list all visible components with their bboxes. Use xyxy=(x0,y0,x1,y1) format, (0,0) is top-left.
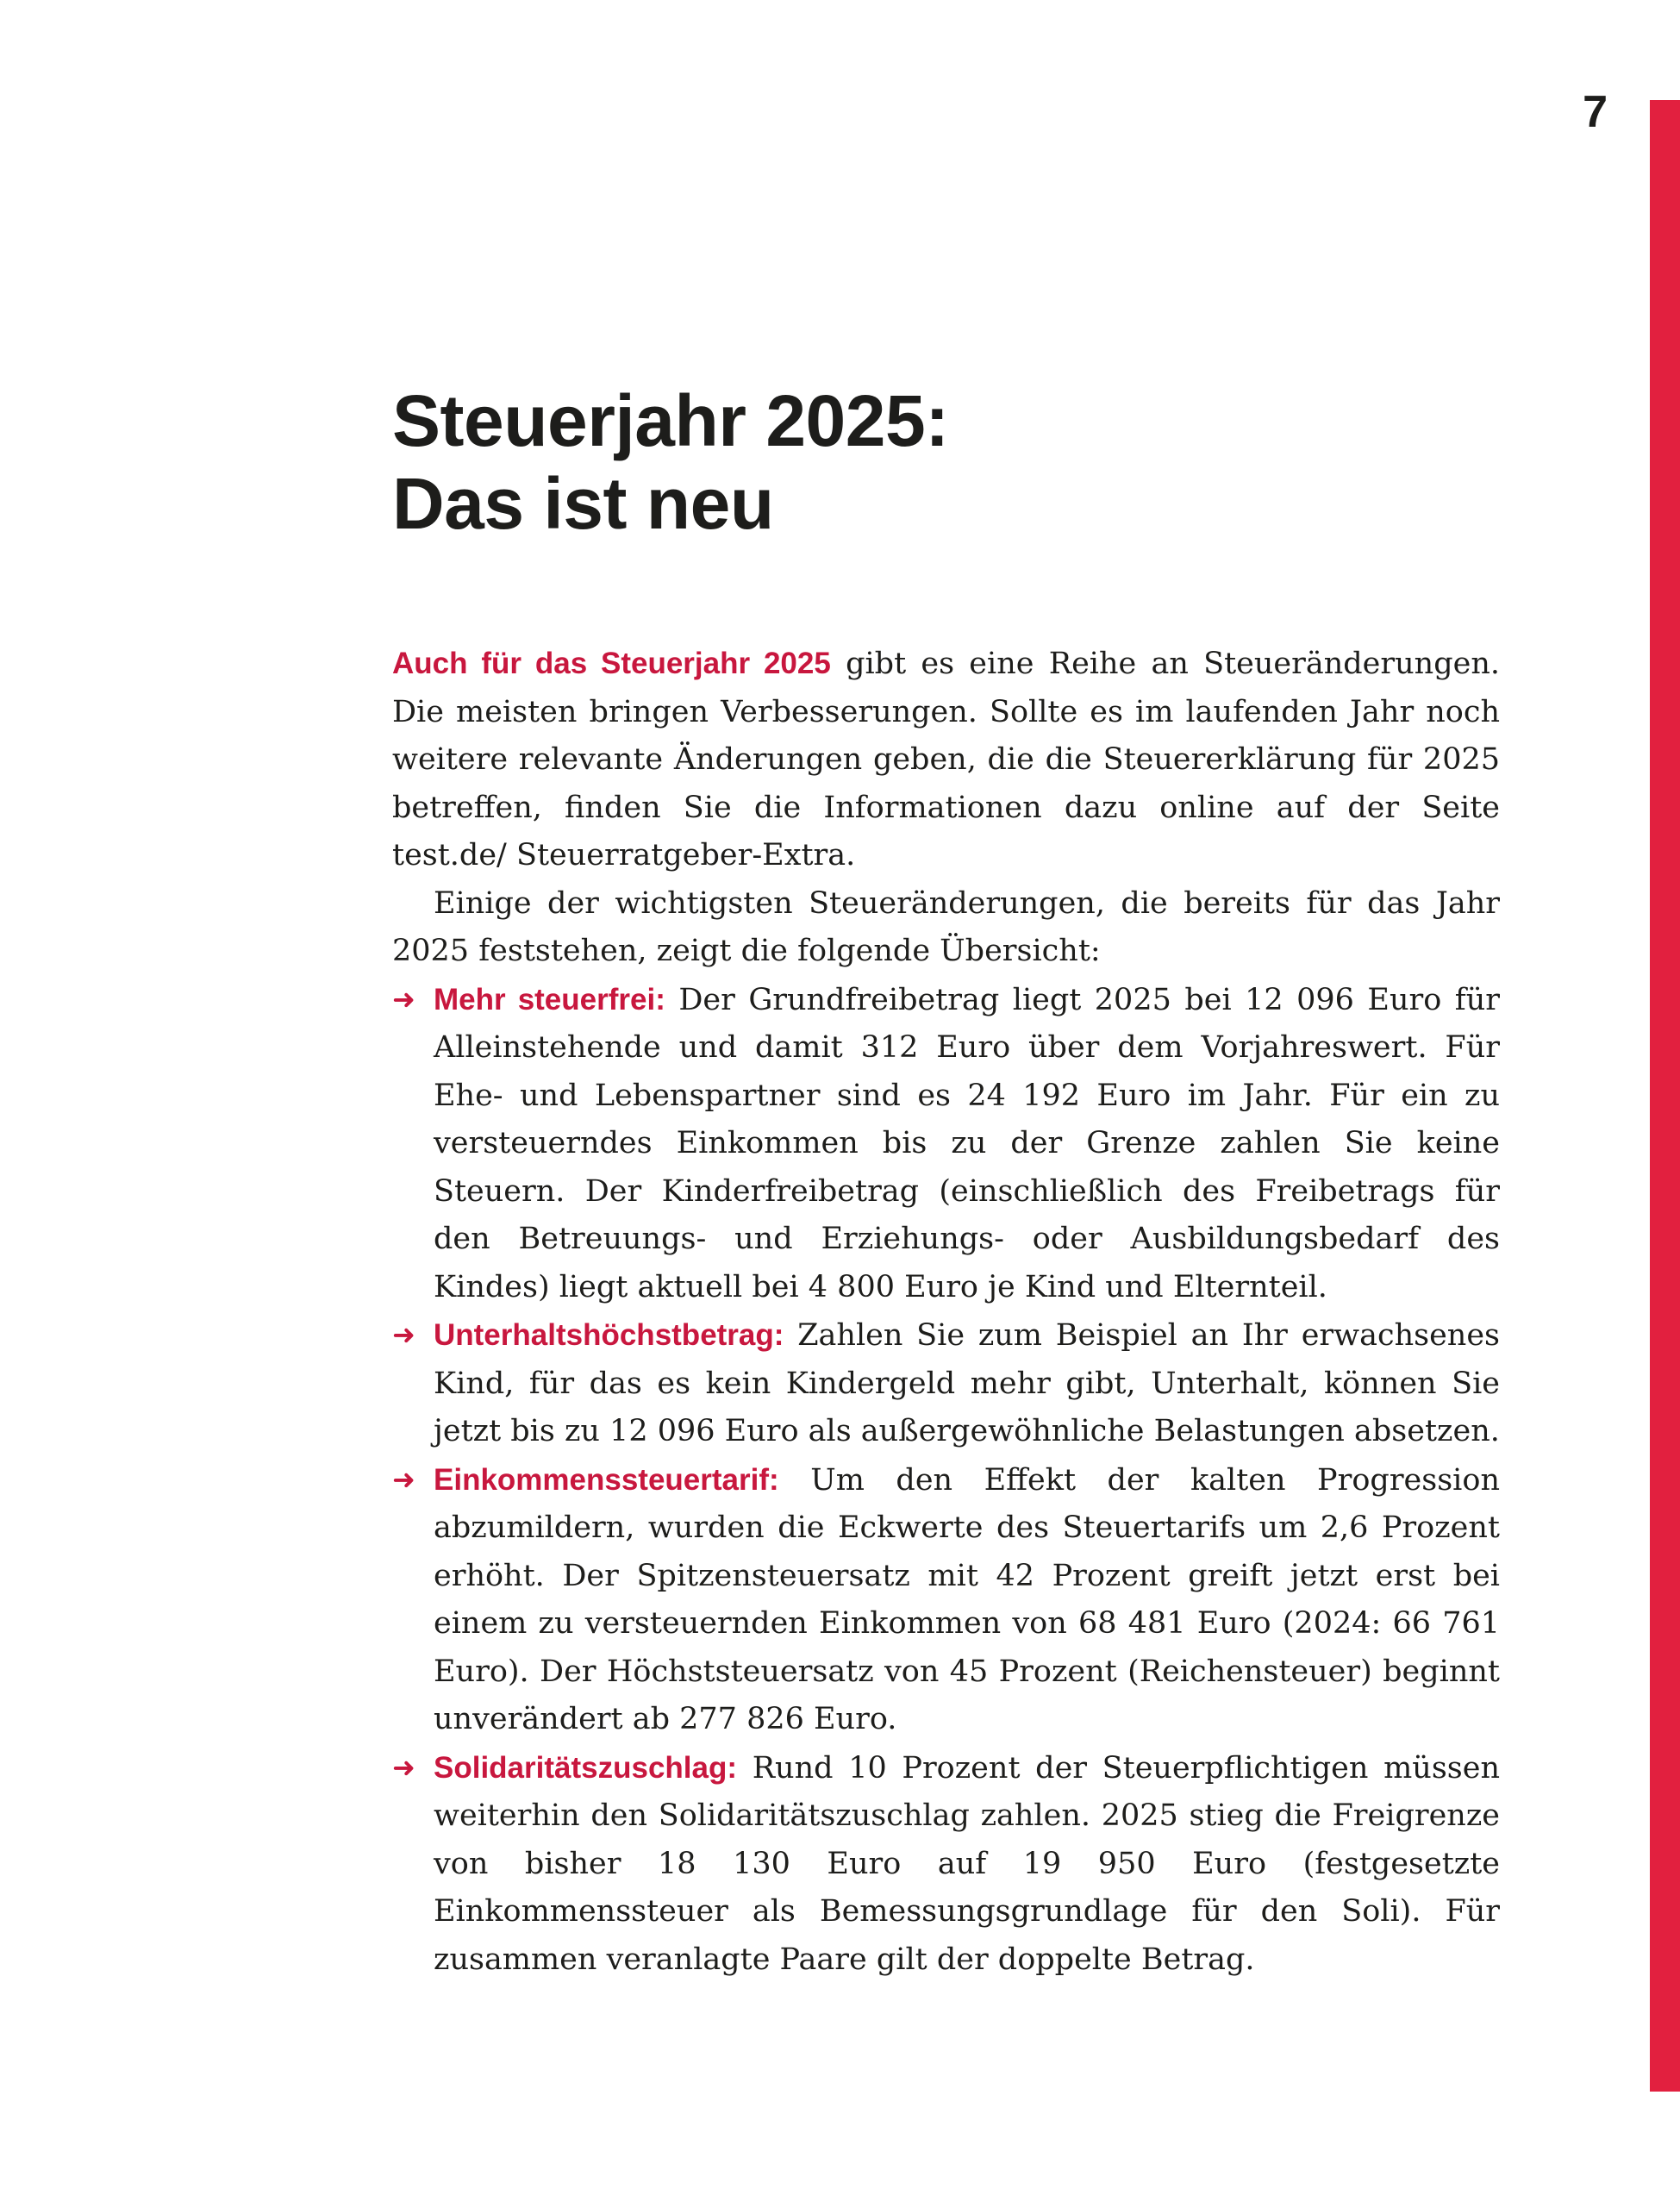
item-text: Der Grundfreibetrag liegt 2025 bei 12 096 Euro für Alleinstehende und damit 312 Euro über dem Vorjahreswert. Für Ehe- und Lebenspartner sind es 24 192 Euro im Jahr. Für ein zu versteuerndes Einkommen bis zu der Grenze zahlen Sie keine Steuern. Der Kinderfreibetrag (einschließlich des Freibetrags für den Betreuungs- und Erziehungs- oder Ausbildungsbedarf des Kindes) liegt aktuell bei 4 800 Euro je Kind und Elternteil. xyxy=(434,982,1500,1304)
list-item xyxy=(392,1311,1500,1456)
arrow-right-icon: ➜ xyxy=(392,982,415,1016)
item-term: Unterhaltshöchstbetrag: xyxy=(434,1318,784,1352)
arrow-right-icon: ➜ xyxy=(392,1750,415,1784)
item-text: Zahlen Sie zum Beispiel an Ihr erwachsenes Kind, für das es kein Kindergeld mehr gibt, Unterhalt, können Sie jetzt bis zu 12 096 Euro als außergewöhnliche Belastungen absetzen. xyxy=(434,1318,1500,1448)
arrow-right-icon: ➜ xyxy=(392,1318,415,1351)
accent-side-bar xyxy=(1650,100,1680,2092)
changes-list xyxy=(392,976,1500,1985)
intro-paragraph xyxy=(392,640,1500,880)
body-text xyxy=(392,640,1500,1984)
page-title xyxy=(392,379,1500,545)
overview-paragraph: Einige der wichtigsten Steueränderungen, die bereits für das Jahr 2025 feststehen, zeigt die folgende Übersicht: xyxy=(392,885,1500,968)
list-item xyxy=(392,1456,1500,1744)
title-line-2: Das ist neu xyxy=(392,463,774,544)
item-text: Rund 10 Prozent der Steuerpflichtigen müssen weiterhin den Solidaritätszuschlag zahlen. 2025 stieg die Freigrenze von bisher 18 130 Euro auf 19 950 Euro (festgesetzte Einkommenssteuer als Bemessungsgrundlage für den Soli). Für zusammen veranlagte Paare gilt der doppelte Betrag. xyxy=(434,1750,1500,1977)
list-item xyxy=(392,1744,1500,1985)
item-term: Einkommenssteuertarif: xyxy=(434,1462,779,1497)
intro-text: gibt es eine Reihe an Steueränderungen. Die meisten bringen Verbesserungen. Sollte es im laufenden Jahr noch weitere relevante Änderungen geben, die die Steuererklärung für 2025 betreffen, finden Sie die Informationen dazu online auf der Seite test.de/ Steuerratgeber-Extra. xyxy=(392,647,1500,872)
page-number: 7 xyxy=(1583,87,1608,137)
intro-lead: Auch für das Steuerjahr 2025 xyxy=(392,647,831,680)
arrow-right-icon: ➜ xyxy=(392,1462,415,1496)
item-term: Solidaritätszuschlag: xyxy=(434,1750,738,1785)
article xyxy=(392,379,1500,1984)
item-text: Um den Effekt der kalten Progression abzumildern, wurden die Eckwerte des Steuertarifs um 2,6 Prozent erhöht. Der Spitzensteuersatz mit 42 Prozent greift jetzt erst bei einem zu versteuernden Einkommen von 68 481 Euro (2024: 66 761 Euro). Der Höchststeuersatz von 45 Prozent (Reichensteuer) beginnt unverändert ab 277 826 Euro. xyxy=(434,1462,1500,1736)
list-item xyxy=(392,976,1500,1312)
item-term: Mehr steuerfrei: xyxy=(434,982,665,1016)
title-line-1: Steuerjahr 2025: xyxy=(392,380,949,461)
